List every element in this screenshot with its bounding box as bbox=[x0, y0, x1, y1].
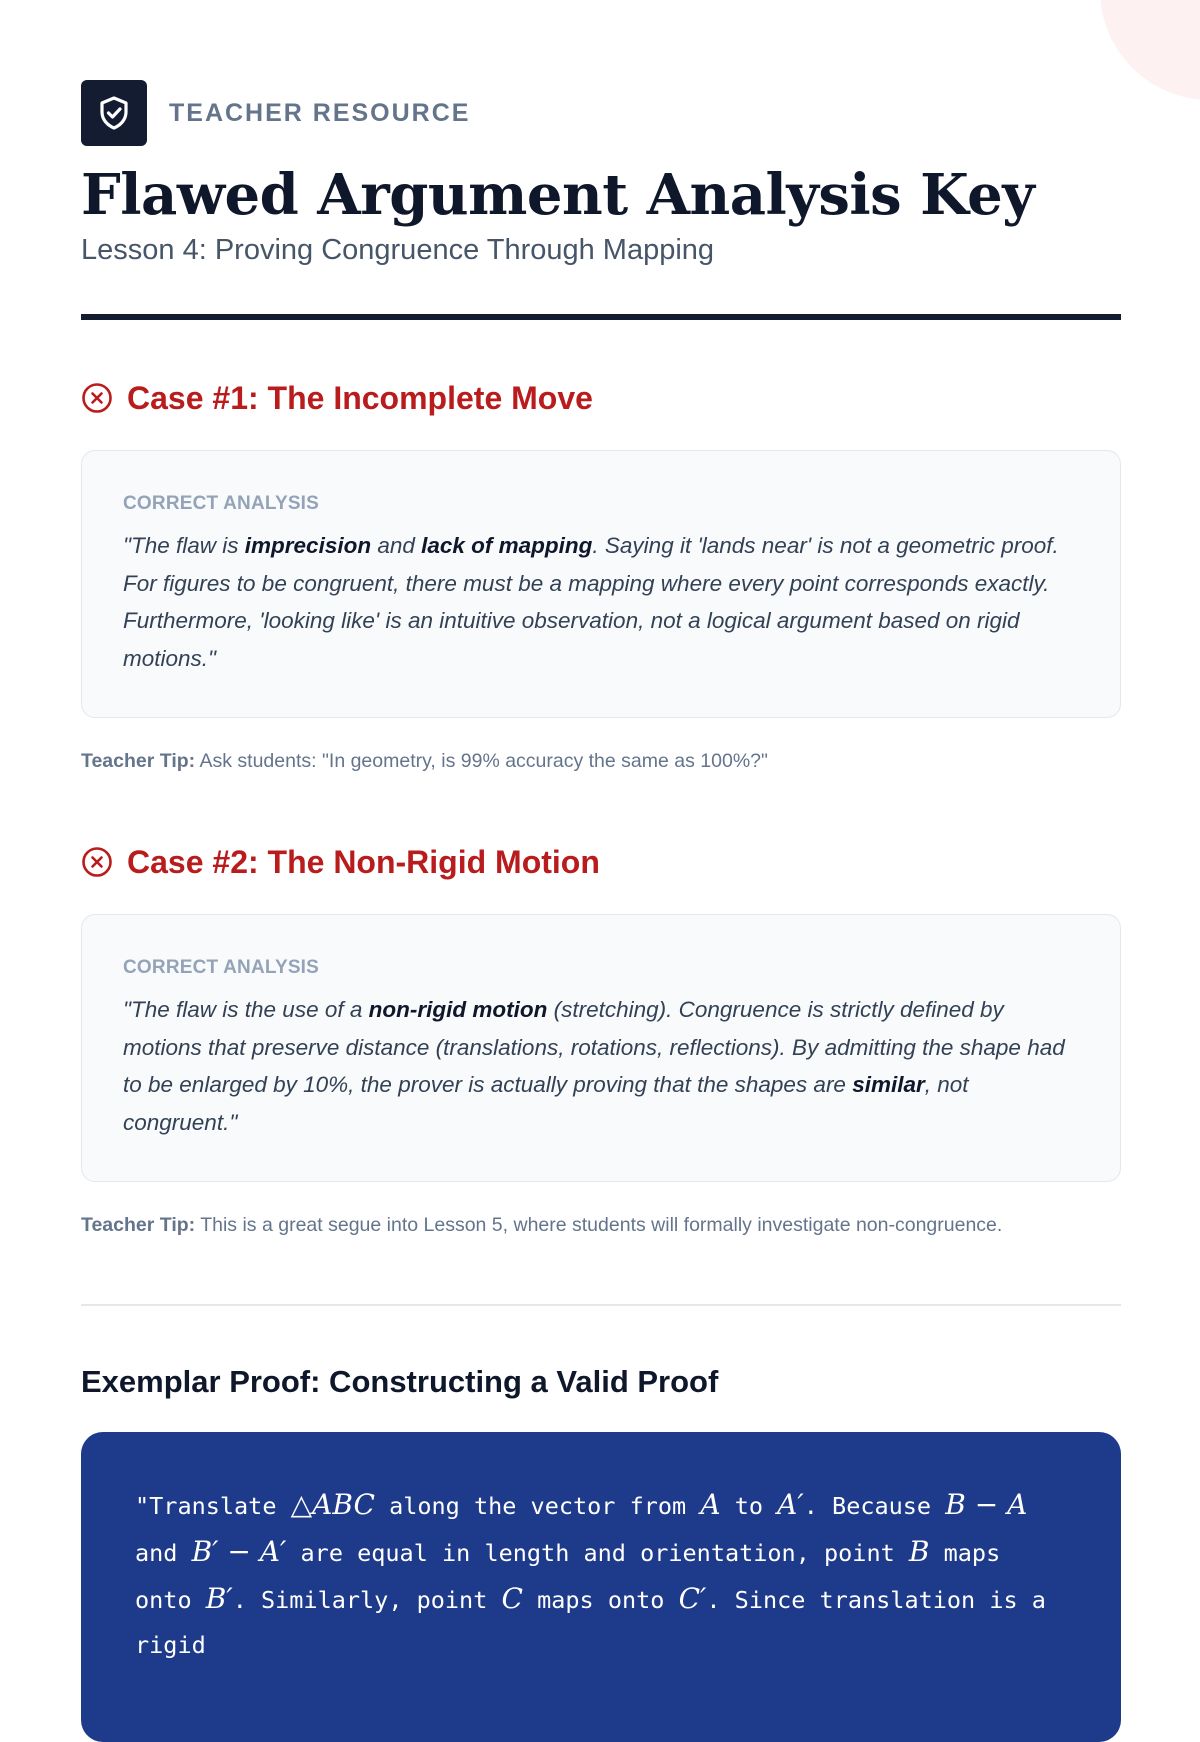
proof-text: to bbox=[720, 1492, 778, 1520]
analysis-text-part: and bbox=[371, 533, 422, 558]
proof-text: "Translate bbox=[135, 1492, 291, 1520]
page-title: Flawed Argument Analysis Key bbox=[81, 162, 1035, 228]
proof-text: . Since translation is a rigid bbox=[135, 1586, 1046, 1659]
analysis-text bbox=[123, 991, 1080, 1141]
page-subtitle: Lesson 4: Proving Congruence Through Mapping bbox=[81, 234, 715, 266]
resource-label: TEACHER RESOURCE bbox=[169, 98, 471, 127]
case-1-title: Case #1: The Incomplete Move bbox=[127, 379, 593, 416]
proof-math: B′ bbox=[205, 1582, 233, 1615]
proof-text: and bbox=[135, 1539, 192, 1567]
case-2-teacher-tip bbox=[81, 1212, 1121, 1238]
analysis-text-part: "The flaw is the use of a bbox=[123, 997, 369, 1022]
analysis-text-part: , not congruent." bbox=[123, 1072, 969, 1135]
proof-math: C′ bbox=[678, 1582, 707, 1615]
proof-math: △ABC bbox=[290, 1488, 375, 1521]
exemplar-proof-box bbox=[81, 1432, 1121, 1742]
case-1-teacher-tip bbox=[81, 748, 1121, 774]
analysis-emphasis: similar bbox=[852, 1072, 925, 1097]
proof-text: . Similarly, point bbox=[232, 1586, 502, 1614]
proof-math: B − A bbox=[945, 1488, 1028, 1521]
analysis-text-part: "The flaw is bbox=[123, 533, 245, 558]
case-1-heading bbox=[81, 378, 1121, 418]
answer-key-page bbox=[81, 80, 1121, 1742]
proof-text: maps onto bbox=[135, 1539, 1001, 1614]
proof-math: B′ − A′ bbox=[191, 1535, 287, 1568]
analysis-emphasis: imprecision bbox=[244, 533, 372, 558]
tip-label: Teacher Tip: bbox=[81, 1214, 196, 1236]
circle-x-icon bbox=[81, 846, 113, 878]
exemplar-heading: Exemplar Proof: Constructing a Valid Proof bbox=[81, 1364, 719, 1399]
proof-text: are equal in length and orientation, point bbox=[286, 1539, 909, 1567]
analysis-text-part: . Saying it 'lands near' is not a geometric proof. For figures to be congruent, there must be a mapping where every point corresponds exactly. Furthermore, 'looking like' is an intuitive observation, not a logical argument based on rigid motions." bbox=[123, 533, 1059, 671]
analysis-emphasis: lack of mapping bbox=[421, 533, 593, 558]
circle-x-icon bbox=[81, 382, 113, 414]
header-divider bbox=[81, 314, 1121, 320]
proof-math: A bbox=[700, 1488, 721, 1521]
proof-text: maps onto bbox=[522, 1586, 679, 1614]
analysis-emphasis: non-rigid motion bbox=[368, 997, 548, 1022]
case-2-analysis-box bbox=[81, 914, 1121, 1182]
tip-text: Ask students: "In geometry, is 99% accuracy the same as 100%?" bbox=[195, 750, 768, 772]
tip-text: This is a great segue into Lesson 5, where students will formally investigate non-congruence. bbox=[195, 1214, 1003, 1236]
proof-math: A′ bbox=[777, 1488, 804, 1521]
proof-math: C bbox=[501, 1582, 523, 1615]
proof-math: B bbox=[908, 1535, 930, 1568]
analysis-label: CORRECT ANALYSIS bbox=[123, 493, 320, 514]
analysis-text bbox=[123, 527, 1080, 677]
analysis-label: CORRECT ANALYSIS bbox=[123, 957, 320, 978]
tip-label: Teacher Tip: bbox=[81, 750, 196, 772]
case-2-title: Case #2: The Non-Rigid Motion bbox=[127, 843, 600, 880]
analysis-text-part: (stretching). Congruence is strictly defined by motions that preserve distance (translations, rotations, reflections). By admitting the shape had to be enlarged by 10%, the prover is actually proving that the shapes are bbox=[123, 997, 1065, 1097]
case-2-heading bbox=[81, 842, 1121, 882]
proof-text: . Because bbox=[803, 1492, 946, 1520]
section-divider bbox=[81, 1304, 1121, 1306]
resource-header bbox=[81, 80, 1121, 146]
proof-text: along the vector from bbox=[374, 1492, 701, 1520]
shield-check-icon bbox=[81, 80, 147, 146]
case-1-analysis-box bbox=[81, 450, 1121, 718]
